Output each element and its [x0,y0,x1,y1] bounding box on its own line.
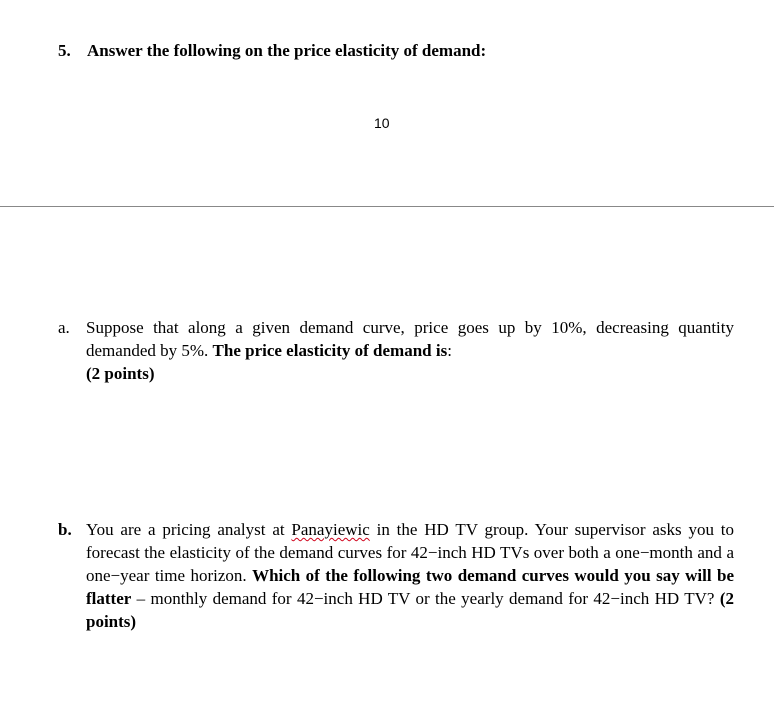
question-a-text: Suppose that along a given demand curve, price goes up by 10%, decreasing quantity demanded by 5%. [86,318,734,360]
page-number: 10 [374,115,390,131]
question-b-text-3: – monthly demand for 42−inch HD TV or the yearly demand for 42−inch HD TV? [131,589,720,608]
question-a-points: (2 points) [86,364,155,383]
question-a-colon: : [447,341,452,360]
question-a-bold-text: The price elasticity of demand is [212,341,448,360]
question-title: Answer the following on the price elasticity of demand: [87,41,487,60]
question-a-body [86,316,734,385]
question-b-points: (2 points) [86,589,734,631]
question-number: 5. [58,41,71,60]
question-a [58,316,734,385]
question-b-text-1: You are a pricing analyst at [86,520,292,539]
question-a-marker: a. [58,318,70,337]
question-b-body [86,518,734,633]
page-break-divider [0,206,774,207]
spellcheck-flagged-word[interactable]: Panayiewic [291,520,370,539]
question-b-text-2: in the HD TV group. Your supervisor asks you to forecast the elasticity of the demand curves for 42−inch HD TVs over both a one−month and a one−year time horizon. [86,520,734,585]
question-b-bold-text: Which of the following two demand curves would you say will be flatter [86,566,735,608]
question-b [58,518,734,633]
question-b-marker: b. [58,520,72,539]
question-5-heading [58,40,486,62]
